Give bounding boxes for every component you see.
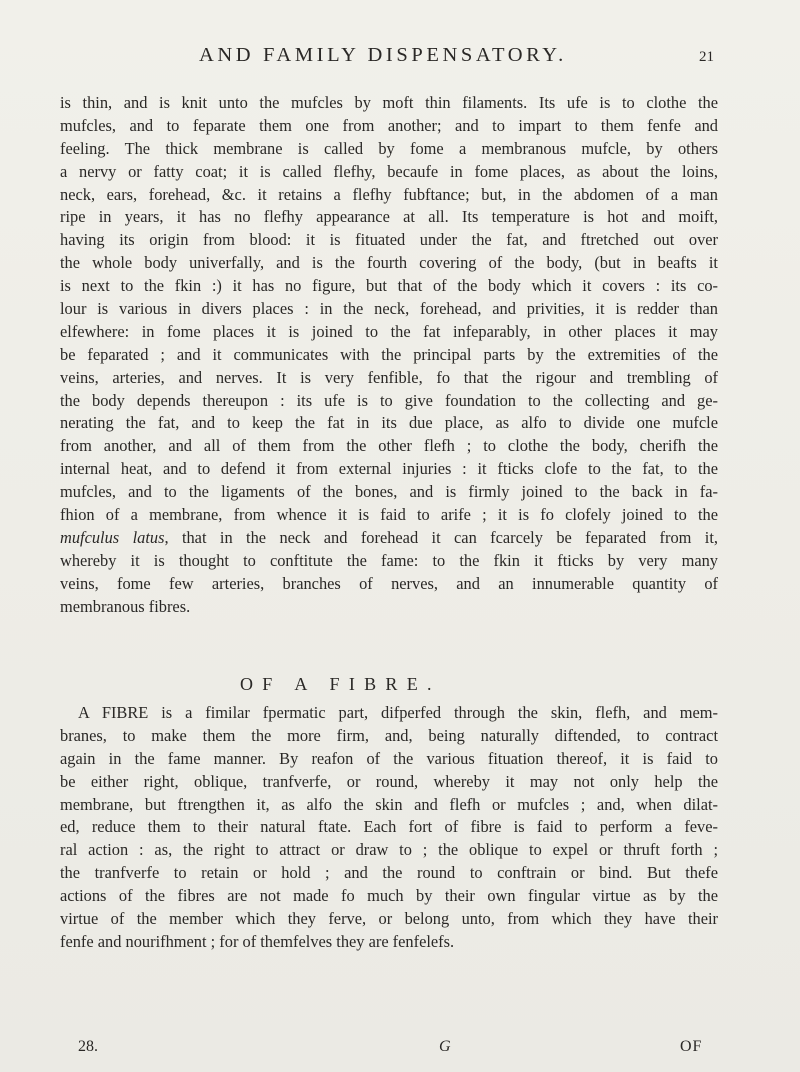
page-number: 21 [699, 49, 714, 65]
text-line: veins, arteries, and nerves. It is very fenfible, fo that the rigour and trembling of [60, 367, 718, 387]
italic-term: mufculus latus [60, 527, 165, 547]
text-line: mufcles, and to feparate them one from another; and to impart to them fenfe and [60, 115, 718, 135]
text-line: membrane, but ftrengthen it, as alfo the skin and flefh or mufcles ; and, when dilat- [60, 794, 718, 814]
paragraph-membrane [60, 92, 718, 618]
text-line: veins, fome few arteries, branches of nerves, and an innumerable quantity of [60, 573, 718, 593]
text-line: ed, reduce them to their natural ftate. Each fort of fibre is faid to perform a feve- [60, 817, 718, 837]
text-line: elfewhere: in fome places it is joined to the fat infeparably, in other places it may [60, 321, 718, 341]
text-line: actions of the fibres are not made fo much by their own fingular virtue as by the [60, 886, 718, 906]
text-line: ral action : as, the right to attract or draw to ; the oblique to expel or thruft forth ; [60, 840, 718, 860]
text-line: be either right, oblique, tranfverfe, or round, whereby it may not only help the [60, 771, 718, 791]
text-line: the body depends thereupon : its ufe is to give foundation to the collecting and ge- [60, 390, 718, 410]
paragraph-fibre [60, 702, 718, 954]
footer-number: 28. [78, 1038, 98, 1055]
text-line: fenfe and nourifhment ; for of themfelves they are fenfelefs. [60, 931, 455, 951]
text-line: is thin, and is knit unto the mufcles by moft thin filaments. Its ufe is to clothe the [60, 93, 718, 112]
text-line: the tranfverfe to retain or hold ; and the round to conftrain or bind. But thefe [60, 863, 718, 883]
text-line: fhion of a membrane, from whence it is faid to arife ; it is fo clofely joined to the [60, 505, 718, 525]
text-line: the whole body univerfally, and is the fourth covering of the body, (but in beafts it [60, 253, 718, 273]
text-line: whereby it is thought to conftitute the fame: to the fkin it fticks by very many [60, 550, 718, 570]
text-line: feeling. The thick membrane is called by fome a membranous mufcle, by others [60, 138, 718, 158]
text-line: neck, ears, forehead, &c. it retains a flefhy fubftance; but, in the abdomen of a man [60, 184, 718, 204]
text-line: nerating the fat, and to keep the fat in its due place, as alfo to divide one mufcle [60, 413, 718, 433]
text-line: again in the fame manner. By reafon of the various fituation thereof, it is faid to [60, 748, 718, 768]
text-line: branes, to make them the more firm, and, being naturally diftended, to contract [60, 725, 718, 745]
running-head [0, 44, 800, 78]
text-line: lour is various in divers places : in the neck, forehead, and privities, it is redder than [60, 299, 718, 319]
text-line: from another, and all of them from the other flefh ; to clothe the body, cherifh the [60, 436, 718, 456]
text-line: ripe in years, it has no flefhy appearance at all. Its temperature is hot and moift, [60, 207, 718, 227]
text-line: membranous fibres. [60, 596, 191, 616]
signature-mark: G [439, 1038, 451, 1055]
text-line: is next to the fkin :) it has no figure, but that of the body which it covers : its co- [60, 276, 718, 296]
section-heading: OF A FIBRE. [240, 674, 441, 694]
running-title: AND FAMILY DISPENSATORY. [199, 44, 567, 66]
text-fragment: , that in the neck and forehead it can fcarcely be feparated from it, [164, 527, 718, 547]
text-line: be feparated ; and it communicates with the principal parts by the extremities of the [60, 344, 718, 364]
text-line: A FIBRE is a fimilar fpermatic part, difperfed through the skin, flefh, and mem- [78, 703, 718, 722]
page-footer [0, 1038, 800, 1062]
text-line-with-italic [60, 527, 718, 550]
text-line: virtue of the member which they ferve, or belong unto, from which they have their [60, 909, 718, 929]
text-line: a nervy or fatty coat; it is called flefhy, becaufe in fome places, as about the loins, [60, 161, 718, 181]
catchword: OF [680, 1038, 703, 1055]
text-line: internal heat, and to defend it from external injuries : it fticks clofe to the fat, to the [60, 459, 718, 479]
text-line: having its origin from blood: it is fituated under the fat, and ftretched out over [60, 230, 718, 250]
text-line: mufcles, and to the ligaments of the bones, and is firmly joined to the back in fa- [60, 482, 718, 502]
